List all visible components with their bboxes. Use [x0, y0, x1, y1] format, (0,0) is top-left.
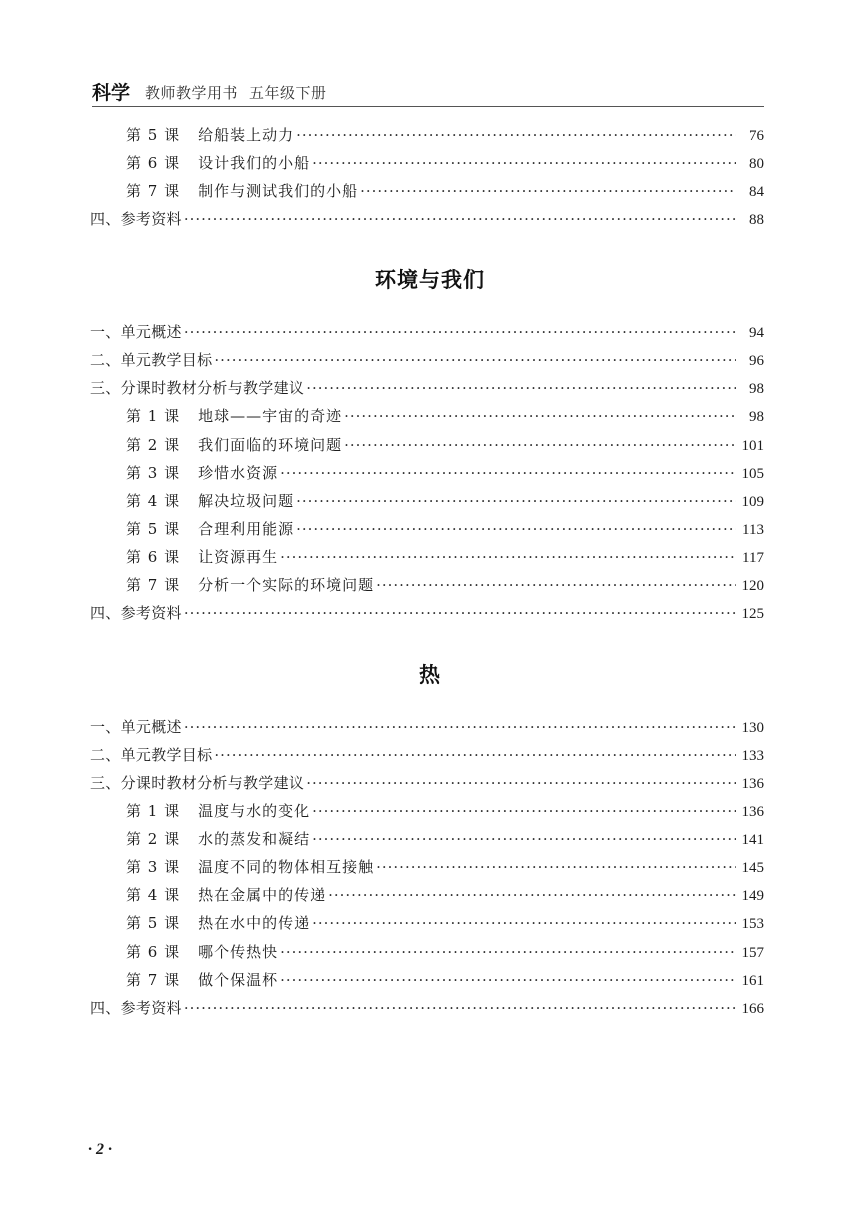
lesson-number: 第 5 课 [126, 126, 181, 144]
lesson-number: 第 3 课 [126, 464, 181, 482]
item-title: 二、单元教学目标 [90, 746, 213, 764]
lesson-number: 第 3 课 [126, 858, 181, 876]
page-number: 136 [741, 804, 764, 820]
dot-leader [328, 884, 736, 906]
dot-leader [280, 941, 736, 963]
page-number: 80 [749, 156, 764, 172]
lesson-title: 给船装上动力 [198, 126, 295, 144]
toc-lesson-row[interactable] [126, 912, 764, 934]
dot-leader [312, 828, 736, 850]
dot-leader [312, 800, 736, 822]
item-title: 四、参考资料 [90, 999, 182, 1017]
page-number: 149 [741, 888, 764, 904]
toc-lesson-row[interactable] [126, 124, 764, 146]
dot-leader [184, 602, 736, 624]
lesson-number: 第 6 课 [126, 548, 181, 566]
toc-lesson-row[interactable] [126, 884, 764, 906]
page-header [92, 76, 764, 107]
dot-leader [296, 518, 736, 540]
toc-lesson-row[interactable] [126, 969, 764, 991]
page-number: 166 [741, 1001, 764, 1017]
lesson-title: 让资源再生 [198, 548, 279, 566]
lesson-number: 第 5 课 [126, 914, 181, 932]
toc-lesson-row[interactable] [126, 518, 764, 540]
lesson-number: 第 4 课 [126, 492, 181, 510]
item-title: 一、单元概述 [90, 718, 182, 736]
lesson-number: 第 2 课 [126, 436, 181, 454]
toc-lesson-row[interactable] [126, 434, 764, 456]
dot-leader [280, 462, 736, 484]
toc-item-row[interactable] [90, 377, 764, 399]
dot-leader [280, 969, 736, 991]
dot-leader [306, 772, 736, 794]
lesson-number: 第 6 课 [126, 154, 181, 172]
dot-leader [184, 208, 736, 230]
dot-leader [214, 349, 736, 371]
page-number: 94 [749, 325, 764, 341]
page-number: 98 [749, 409, 764, 425]
lesson-number: 第 2 课 [126, 830, 181, 848]
toc-item-row[interactable] [90, 772, 764, 794]
item-title: 三、分课时教材分析与教学建议 [90, 774, 305, 792]
toc-lesson-row[interactable] [126, 462, 764, 484]
lesson-title: 珍惜水资源 [198, 464, 279, 482]
lesson-title: 哪个传热快 [198, 943, 279, 961]
toc-item-row[interactable] [90, 349, 764, 371]
dot-leader [360, 180, 736, 202]
dot-leader [344, 434, 736, 456]
page-number: 145 [741, 860, 764, 876]
page-number: 120 [741, 578, 764, 594]
dot-leader [184, 321, 736, 343]
dot-leader [376, 574, 736, 596]
subtitle-part: 五年级下册 [249, 84, 327, 102]
dot-leader [312, 912, 736, 934]
dot-leader [376, 856, 736, 878]
lesson-title: 解决垃圾问题 [198, 492, 295, 510]
toc-item-row[interactable] [90, 997, 764, 1019]
item-title: 四、参考资料 [90, 604, 182, 622]
lesson-title: 温度不同的物体相互接触 [198, 858, 375, 876]
lesson-title: 热在金属中的传递 [198, 886, 327, 904]
dot-leader [184, 997, 736, 1019]
dot-leader [344, 405, 736, 427]
toc-item-row[interactable] [90, 208, 764, 230]
page-number: 84 [749, 184, 764, 200]
toc-item-row[interactable] [90, 744, 764, 766]
page-number: 130 [741, 720, 764, 736]
toc-lesson-row[interactable] [126, 941, 764, 963]
lesson-title: 分析一个实际的环境问题 [198, 576, 375, 594]
toc-lesson-row[interactable] [126, 800, 764, 822]
page-number: 105 [741, 466, 764, 482]
dot-leader [306, 377, 736, 399]
footer-page-number: · 2 · [88, 1141, 112, 1158]
page-number: 153 [741, 916, 764, 932]
dot-leader [280, 546, 736, 568]
page-number: 98 [749, 381, 764, 397]
lesson-number: 第 6 课 [126, 943, 181, 961]
book-brand: 科学 [92, 82, 131, 104]
page-number: 157 [741, 945, 764, 961]
toc-lesson-row[interactable] [126, 152, 764, 174]
lesson-number: 第 5 课 [126, 520, 181, 538]
page-number: 109 [741, 494, 764, 510]
page-number: 125 [741, 606, 764, 622]
lesson-title: 制作与测试我们的小船 [198, 182, 359, 200]
lesson-number: 第 1 课 [126, 407, 181, 425]
item-title: 四、参考资料 [90, 210, 182, 228]
lesson-title: 合理利用能源 [198, 520, 295, 538]
page-number: 101 [741, 438, 764, 454]
dot-leader [214, 744, 736, 766]
item-title: 一、单元概述 [90, 323, 182, 341]
page-number: 136 [741, 776, 764, 792]
book-subtitle [145, 82, 338, 103]
lesson-title: 水的蒸发和凝结 [198, 830, 311, 848]
lesson-title: 温度与水的变化 [198, 802, 311, 820]
item-title: 二、单元教学目标 [90, 351, 213, 369]
toc-item-row[interactable] [90, 602, 764, 624]
page-number: 161 [741, 973, 764, 989]
toc-lesson-row[interactable] [126, 856, 764, 878]
toc-lesson-row[interactable] [126, 546, 764, 568]
lesson-number: 第 7 课 [126, 182, 181, 200]
lesson-title: 做个保温杯 [198, 971, 279, 989]
dot-leader [184, 716, 736, 738]
toc-lesson-row[interactable] [126, 180, 764, 202]
toc-lesson-row[interactable] [126, 405, 764, 427]
page-number: 88 [749, 212, 764, 228]
dot-leader [296, 490, 736, 512]
section-title: 环境与我们 [375, 268, 485, 292]
toc-item-row[interactable] [90, 321, 764, 343]
toc-lesson-row[interactable] [126, 574, 764, 596]
subtitle-part: 教师教学用书 [145, 84, 239, 102]
page-number: 133 [741, 748, 764, 764]
page-number: 117 [742, 550, 764, 566]
lesson-title: 我们面临的环境问题 [198, 436, 343, 454]
item-title: 三、分课时教材分析与教学建议 [90, 379, 305, 397]
lesson-title: 地球——宇宙的奇迹 [198, 407, 343, 425]
page-number: 76 [749, 128, 764, 144]
lesson-number: 第 1 课 [126, 802, 181, 820]
page-number: 141 [741, 832, 764, 848]
section-title: 热 [419, 663, 441, 687]
toc-item-row[interactable] [90, 716, 764, 738]
lesson-title: 热在水中的传递 [198, 914, 311, 932]
page-number: 96 [749, 353, 764, 369]
toc-lesson-row[interactable] [126, 828, 764, 850]
lesson-number: 第 7 课 [126, 576, 181, 594]
lesson-number: 第 4 课 [126, 886, 181, 904]
lesson-number: 第 7 课 [126, 971, 181, 989]
lesson-title: 设计我们的小船 [198, 154, 311, 172]
page-number: 113 [742, 522, 764, 538]
toc-lesson-row[interactable] [126, 490, 764, 512]
dot-leader [312, 152, 736, 174]
dot-leader [296, 124, 736, 146]
